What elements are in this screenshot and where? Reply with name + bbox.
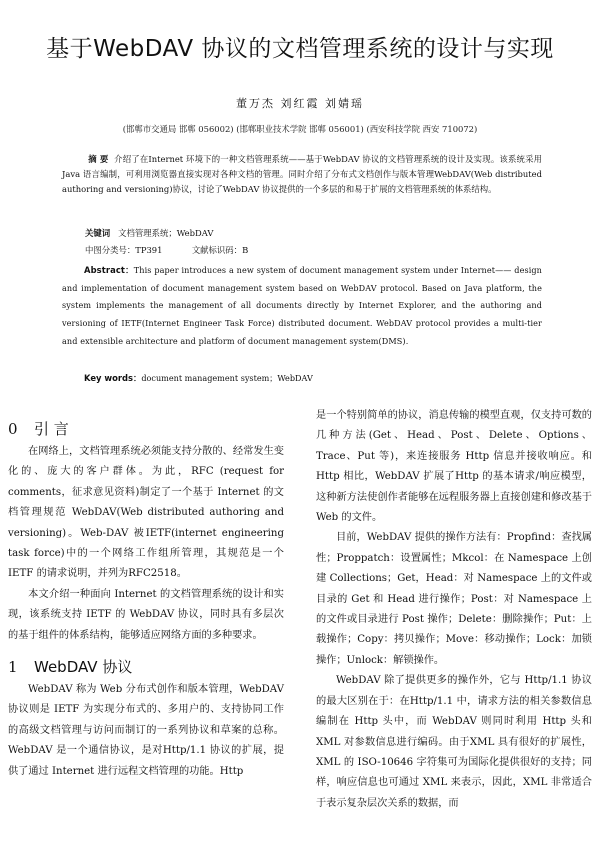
doc-code-label: 文献标识码： [191, 245, 243, 255]
authors: 董万杰 刘红霞 刘婧瑶 [236, 97, 364, 110]
section-intro-number: 0 [8, 420, 18, 438]
clc-label: 中图分类号： [85, 245, 136, 255]
right-paragraph-2 [316, 528, 592, 671]
classification [62, 243, 565, 258]
keywords-en-label: Key words： [84, 373, 142, 383]
section-1-paragraph-1 [8, 680, 284, 782]
abstract-en-label: Abstract： [84, 265, 134, 275]
section-intro-title: 引 言 [34, 420, 69, 438]
right-paragraph-1 [316, 406, 592, 528]
left-column [8, 418, 284, 782]
section-1-title: WebDAV 协议 [34, 658, 133, 677]
clc-value: TP391 [135, 245, 163, 255]
intro-paragraph-2 [8, 585, 284, 646]
right-column [316, 406, 592, 814]
intro-paragraph-1-text: 在网络上，文档管理系统必须能支持分散的、经常发生变化的、庞大的客户群体。为此，RFC (request for comments，征求意见资料)制定了一个基于 Internet 的文档管理规范 WebDAV(Web distributed authoring and versioning)。Web-DAV 被IETF(internet engineering task force)中的一个网络工作组所管理，其规范是一个 IETF 的请求说明，并列为RFC2518。 [8, 446, 284, 580]
abstract-en [62, 262, 542, 351]
affiliations: (邯郸市交通局 邯郸 056002) (邯郸职业技术学院 邯郸 056001) (西安科技学院 西安 710072) [122, 124, 478, 134]
keywords-en [62, 371, 564, 386]
section-1-heading [8, 656, 284, 678]
abstract-zh-text: 介绍了在Internet 环境下的一种文档管理系统——基于WebDAV 协议的文档管理系统的设计及实现。该系统采用Java 语言编制，可利用浏览器直接实现对各种文档的管理。同时介绍了分布式文档创作与版本管理WebDAV(Web distributed authoring and versioning)协议，讨论了WebDAV 协议提供的一个多层的和易于扩展的文档管理系统的体系结构。 [62, 154, 543, 195]
section-1-paragraph-1-text: WebDAV 称为 Web 分布式创作和版本管理，WebDAV 协议则是 IETF 为实现分布式的、多用户的、支持协同工作的高级文档管理与访问而制订的一系列协议和草案的总称。WebDAV 是一个通信协议，是对Http/1.1 协议的扩展，提供了通过 Internet 进行远程文档管理的功能。Http [8, 684, 284, 777]
section-intro-heading [8, 418, 284, 442]
paper-title: 基于WebDAV 协议的文档管理系统的设计与实现 [46, 36, 554, 62]
keywords-zh-label: 关键词 [85, 228, 111, 238]
abstract-zh [62, 152, 542, 198]
section-1-number: 1 [8, 658, 18, 677]
abstract-en-text: This paper introduces a new system of document management system under Internet—— design and implementation of document management system based on WebDAV protocol. Based on Java platform, the system implements the management of all documents directly by Internet Explorer, and the authoring and versioning of IETF(Internet Engineer Task Force) distributed document. WebDAV protocol provides a multi-tier and extensible architecture and platform of document management system(DMS). [62, 265, 542, 346]
abstract-zh-label: 摘 要 [88, 154, 109, 164]
right-paragraph-3 [316, 671, 592, 814]
right-paragraph-2-text: 目前，WebDAV 提供的操作方法有：Propfind：查找属性；Proppatch：设置属性；Mkcol：在 Namespace 上创建 Collections；Get，Head：对 Namespace 上的文件或目录的 Get 和 Head 进行操作；Post：对 Namespace 上的文件或目录进行 Post 操作；Delete：删除操作；Put：上载操作；Copy：拷贝操作；Move：移动操作；Lock：加锁操作；Unlock：解锁操作。 [316, 532, 592, 666]
keywords-zh-text: 文档管理系统；WebDAV [118, 228, 214, 238]
intro-paragraph-2-text: 本文介绍一种面向 Internet 的文档管理系统的设计和实现，该系统支持 IETF 的 WebDAV 协议，同时具有多层次的基于组件的体系结构，能够适应网络方面的多种要求。 [8, 588, 284, 641]
right-paragraph-3-text: WebDAV 除了提供更多的操作外，它与 Http/1.1 协议的最大区别在于：在Http/1.1 中，请求方法的相关参数信息编制在 Http 头中，而 WebDAV 则同时利用 Http 头和 XML 对参数信息进行编码。由于XML 具有很好的扩展性，XML 的 ISO-10646 字符集可为国际化提供很好的支持；同样，响应信息也可通过 XML 来表示，因此，XML 非常适合于表示复杂层次关系的数据，而 [316, 675, 592, 809]
keywords-en-text: document management system；WebDAV [141, 373, 313, 383]
right-paragraph-1-text: 是一个特别简单的协议，消息传输的模型直观，仅支持可数的几种方法(Get、Head、Post、Delete、Options、Trace、Put 等)，来连接服务 Http 信息并接收响应。和Http 相比，WebDAV 扩展了Http 的基本请求/响应模型，这种新方法使创作者能够在远程服务器上直接创建和修改基于Web 的文件。 [316, 410, 592, 524]
keywords-zh [62, 226, 565, 241]
doc-code-value: B [242, 245, 249, 255]
intro-paragraph-1 [8, 442, 284, 585]
